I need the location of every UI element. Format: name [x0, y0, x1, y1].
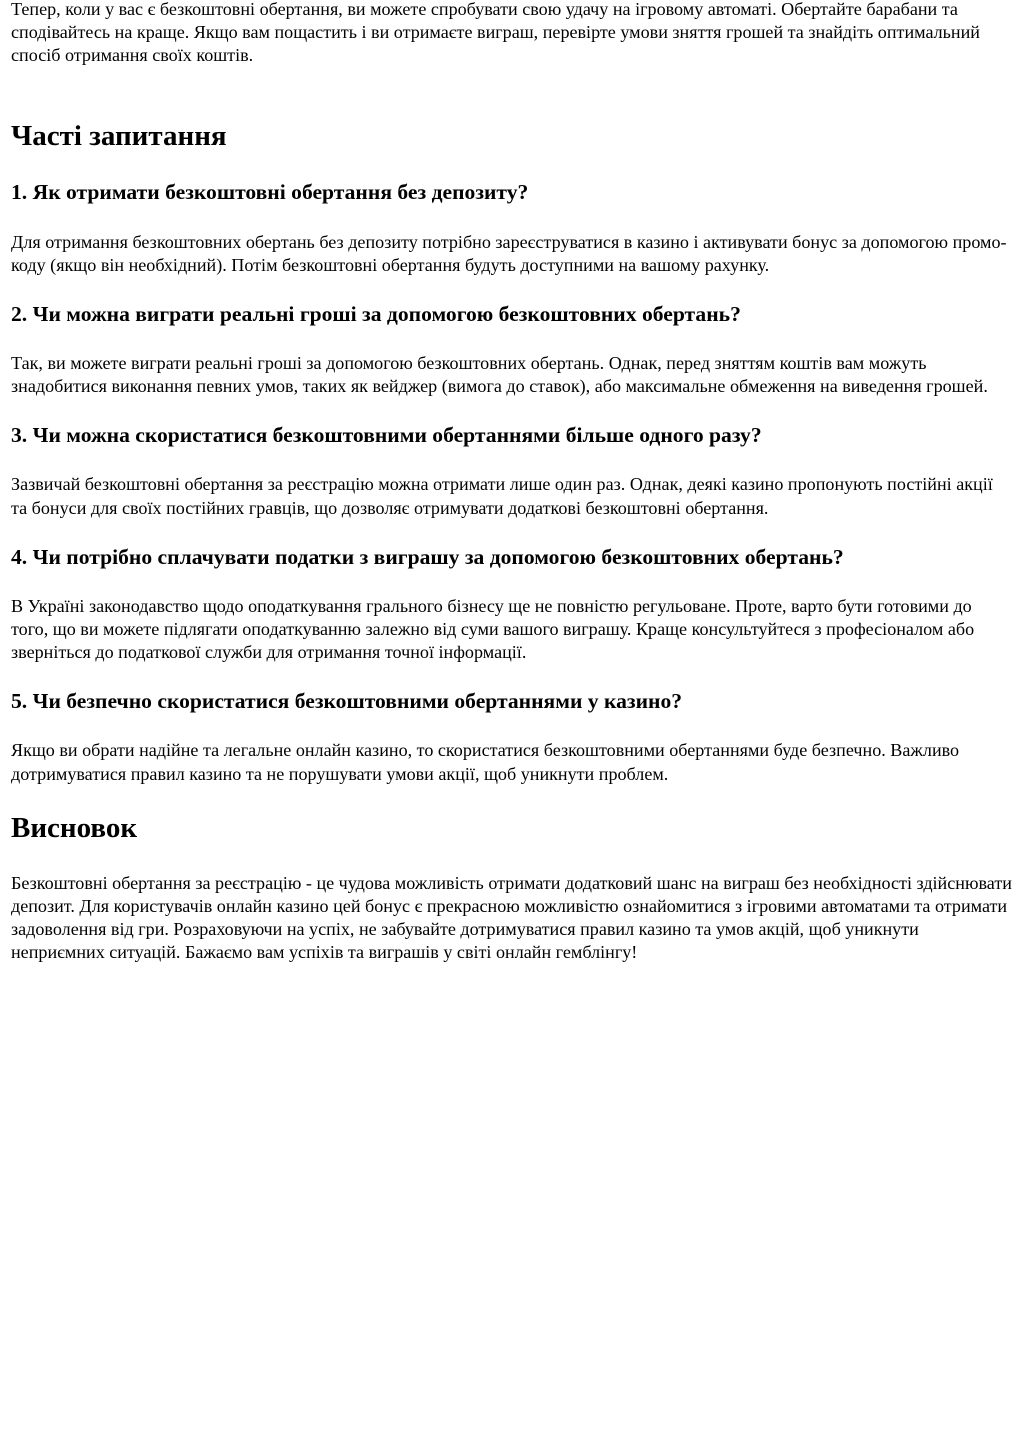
faq-question-4: 4. Чи потрібно сплачувати податки з виграшу за допомогою безкоштовних обертань?	[11, 544, 844, 569]
faq-question-1: 1. Як отримати безкоштовні обертання без депозиту?	[11, 179, 529, 204]
faq-question-5: 5. Чи безпечно скористатися безкоштовними обертаннями у казино?	[11, 689, 683, 714]
faq-heading: Часті запитання	[11, 119, 227, 152]
faq-answer-4: В Україні законодавство щодо оподаткування грального бізнесу ще не повністю регульоване. Проте, варто бути готовими до того, що ви можете підлягати оподаткуванню залежно від суми вашого виграшу. Краще консультуйтеся з професіоналом або зверніться до податкової служби для отримання точної інформації.	[11, 595, 975, 663]
faq-answer-2: Так, ви можете виграти реальні гроші за допомогою безкоштовних обертань. Однак, перед зняттям коштів вам можуть знадобитися виконання певних умов, таких як вейджер (вимога до ставок), або максимальне обмеження на виведення грошей.	[11, 353, 988, 397]
conclusion-heading: Висновок	[11, 811, 138, 844]
conclusion-paragraph: Безкоштовні обертання за реєстрацію - це чудова можливість отримати додатковий шанс на виграш без необхідності здійснювати депозит. Для користувачів онлайн казино цей бонус є прекрасною можливістю ознайомитися з ігровими автоматами та отримати задоволення від гри. Розраховуючи на успіх, не забувайте дотримуватися правил казино та умов акцій, щоб уникнути неприємних ситуацій. Бажаємо вам успіхів та виграшів у світі онлайн гемблінгу!	[11, 872, 1012, 963]
faq-answer-3: Зазвичай безкоштовні обертання за реєстрацію можна отримати лише один раз. Однак, деякі казино пропонують постійні акції та бонуси для своїх постійних гравців, що дозволяє отримувати додаткові безкоштовні обертання.	[11, 474, 993, 518]
faq-question-3: 3. Чи можна скористатися безкоштовними обертаннями більше одного разу?	[11, 423, 762, 448]
faq-question-2: 2. Чи можна виграти реальні гроші за допомогою безкоштовних обертань?	[11, 302, 741, 327]
faq-answer-5: Якщо ви обрати надійне та легальне онлайн казино, то скористатися безкоштовними обертаннями буде безпечно. Важливо дотримуватися правил казино та не порушувати умови акції, щоб уникнути проблем.	[11, 740, 960, 784]
faq-answer-1: Для отримання безкоштовних обертань без депозиту потрібно зареєструватися в казино і активувати бонус за допомогою промо-коду (якщо він необхідний). Потім безкоштовні обертання будуть доступними на вашому рахунку.	[11, 231, 1007, 275]
intro-paragraph: Тепер, коли у вас є безкоштовні обертання, ви можете спробувати свою удачу на ігровому автоматі. Обертайте барабани та сподівайтесь на краще. Якщо вам пощастить і ви отримаєте виграш, перевірте умови зняття грошей та знайдіть оптимальний спосіб отримання своїх коштів.	[11, 0, 980, 66]
